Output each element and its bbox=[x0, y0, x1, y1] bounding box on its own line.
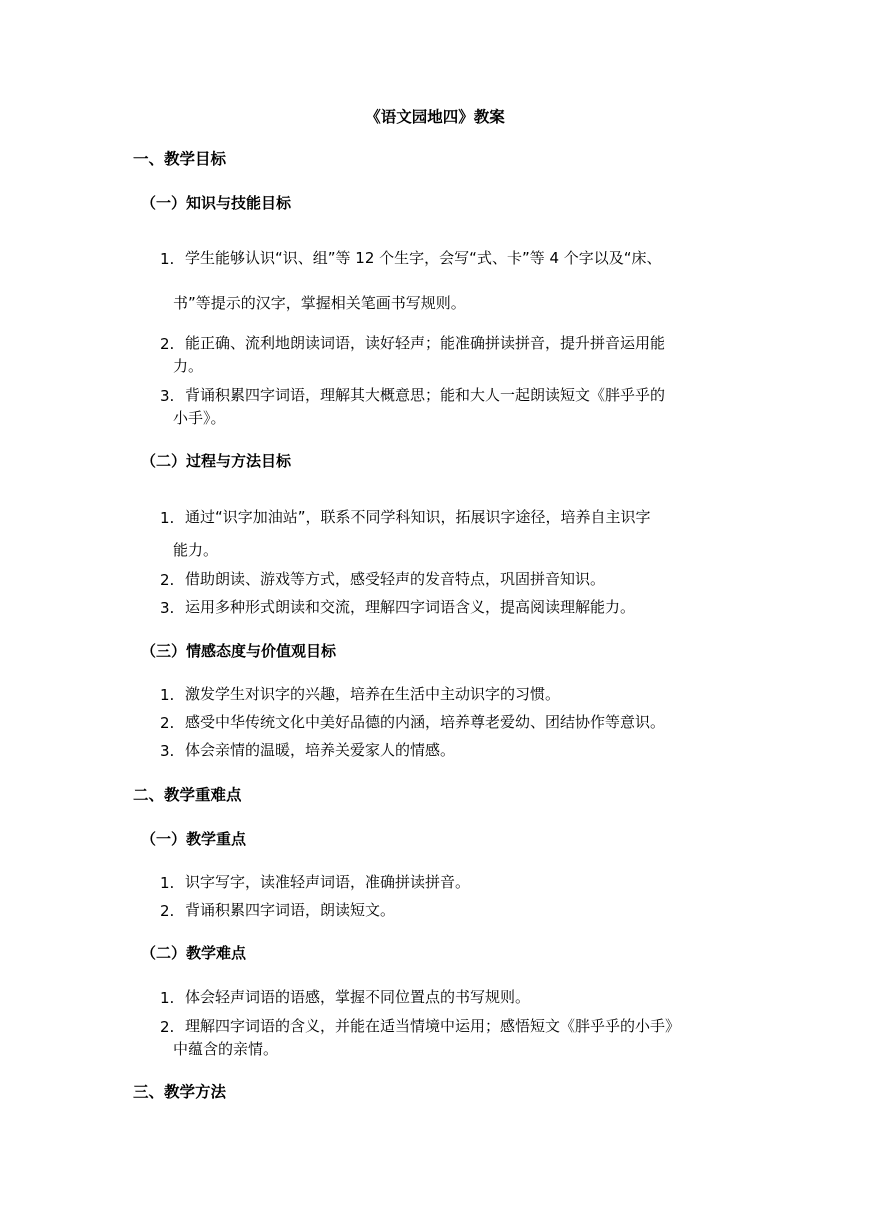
list-number: 2. bbox=[160, 571, 175, 589]
list-item-text-continued: 小手》。 bbox=[173, 409, 226, 427]
list-item-text-continued: 能力。 bbox=[173, 541, 219, 559]
list-item-text: 通过“识字加油站”，联系不同学科知识，拓展识字途径，培养自主识字 bbox=[185, 508, 651, 526]
list-item-text: 理解四字词语的含义，并能在适当情境中运用；感悟短文《胖乎乎的小手》 bbox=[185, 1017, 681, 1035]
list-item-text-continued: 书”等提示的汉字，掌握相关笔画书写规则。 bbox=[173, 294, 466, 312]
list-item-text-continued: 中蕴含的亲情。 bbox=[173, 1040, 279, 1058]
document-title: 《语文园地四》教案 bbox=[365, 108, 505, 126]
list-number: 1. bbox=[160, 250, 175, 268]
subsection-heading-emotion-values: （三）情感态度与价值观目标 bbox=[141, 642, 337, 660]
subsection-heading-process-methods: （二）过程与方法目标 bbox=[141, 452, 292, 470]
list-number: 1. bbox=[160, 874, 175, 892]
subsection-heading-knowledge-skills: （一）知识与技能目标 bbox=[141, 194, 292, 212]
section-heading-key-difficult-points: 二、教学重难点 bbox=[133, 786, 242, 804]
list-number: 2. bbox=[160, 902, 175, 920]
list-item-text: 背诵积累四字词语，理解其大概意思；能和大人一起朗读短文《胖乎乎的 bbox=[185, 386, 666, 404]
list-number: 2. bbox=[160, 335, 175, 353]
list-item-text: 感受中华传统文化中美好品德的内涵，培养尊老爱幼、团结协作等意识。 bbox=[185, 713, 666, 731]
list-number: 2. bbox=[160, 1018, 175, 1036]
list-number: 3. bbox=[160, 387, 175, 405]
list-item-text: 学生能够认识“识、组”等 12 个生字，会写“式、卡”等 4 个字以及“床、 bbox=[185, 249, 662, 267]
list-number: 3. bbox=[160, 742, 175, 760]
subsection-heading-difficult-points: （二）教学难点 bbox=[141, 944, 247, 962]
list-item-text: 体会轻声词语的语感，掌握不同位置点的书写规则。 bbox=[185, 988, 531, 1006]
list-item-text: 体会亲情的温暖，培养关爱家人的情感。 bbox=[185, 741, 456, 759]
section-heading-teaching-methods: 三、教学方法 bbox=[133, 1083, 227, 1101]
list-number: 1. bbox=[160, 509, 175, 527]
list-number: 2. bbox=[160, 714, 175, 732]
subsection-heading-key-points: （一）教学重点 bbox=[141, 830, 247, 848]
list-item-text-continued: 力。 bbox=[173, 357, 204, 375]
list-number: 1. bbox=[160, 989, 175, 1007]
list-item-text: 借助朗读、游戏等方式，感受轻声的发音特点，巩固拼音知识。 bbox=[185, 570, 606, 588]
list-item-text: 激发学生对识字的兴趣，培养在生活中主动识字的习惯。 bbox=[185, 685, 561, 703]
list-item-text: 运用多种形式朗读和交流，理解四字词语含义，提高阅读理解能力。 bbox=[185, 598, 636, 616]
list-item-text: 能正确、流利地朗读词语，读好轻声；能准确拼读拼音，提升拼音运用能 bbox=[185, 334, 666, 352]
list-item-text: 背诵积累四字词语，朗读短文。 bbox=[185, 901, 396, 919]
section-heading-teaching-goals: 一、教学目标 bbox=[133, 150, 227, 168]
list-number: 3. bbox=[160, 599, 175, 617]
list-item-text: 识字写字，读准轻声词语，准确拼读拼音。 bbox=[185, 873, 471, 891]
list-number: 1. bbox=[160, 686, 175, 704]
